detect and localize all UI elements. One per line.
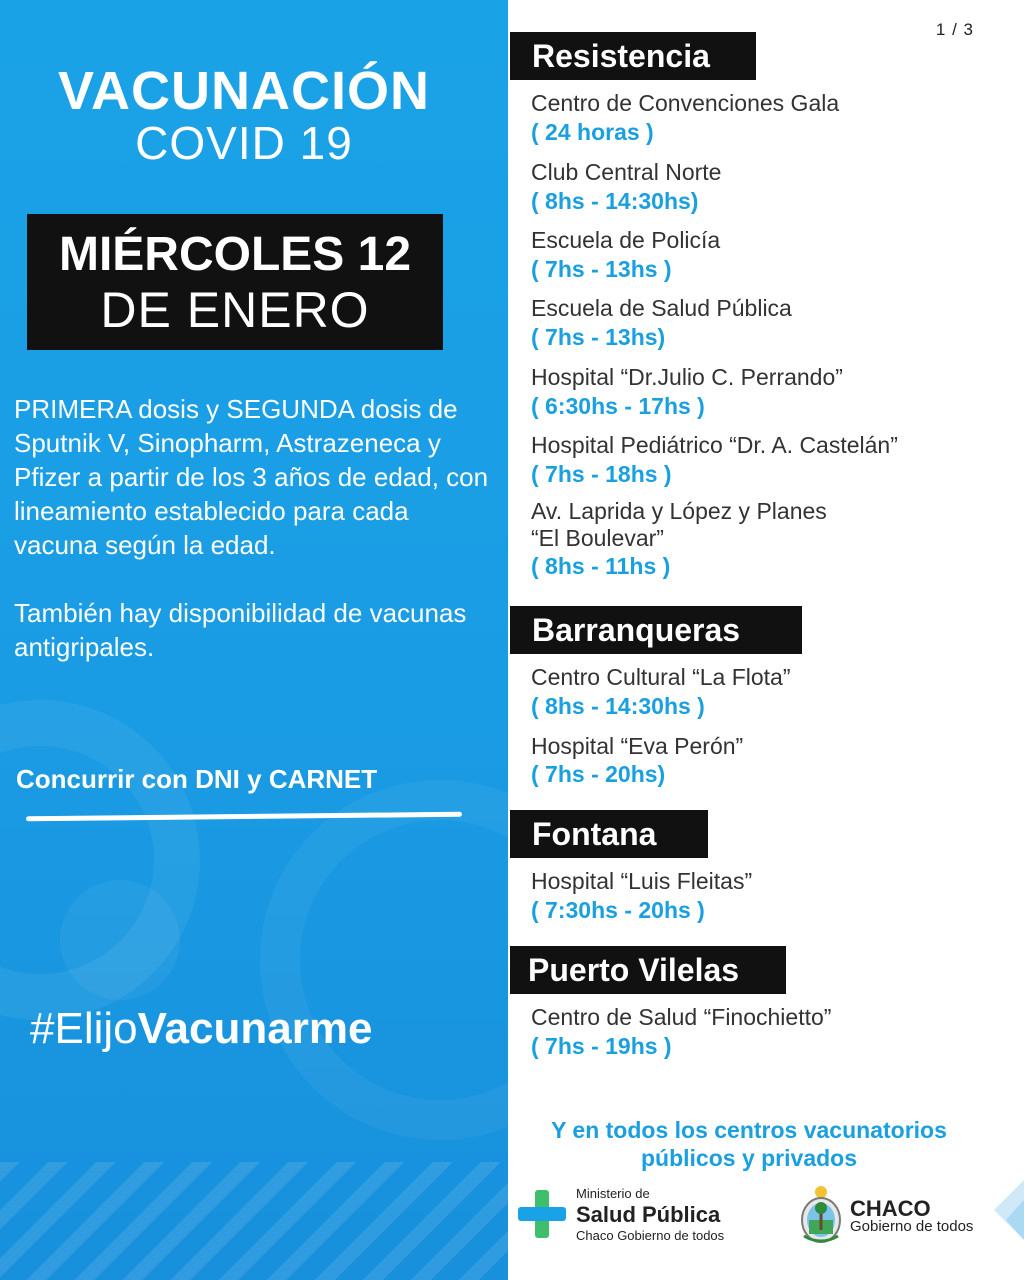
place-hours: ( 7hs - 20hs) <box>531 761 666 787</box>
footer-line1: Y en todos los centros vacunatorios <box>551 1117 947 1143</box>
dni-note: Concurrir con DNI y CARNET <box>16 764 378 794</box>
ministerio-line3: Chaco Gobierno de todos <box>576 1228 725 1243</box>
place-name: Centro de Salud “Finochietto” <box>531 1004 832 1030</box>
decor-dot <box>60 880 180 1000</box>
place-name: Hospital “Luis Fleitas” <box>531 868 753 894</box>
footer-line2: públicos y privados <box>641 1145 857 1171</box>
place-hours: ( 24 horas ) <box>531 119 654 145</box>
hashtag-bold: Vacunarme <box>137 1004 373 1053</box>
ministerio-logo <box>518 1186 788 1246</box>
chaco-logo <box>798 1184 998 1248</box>
place-hours: ( 8hs - 14:30hs) <box>531 188 699 214</box>
description <box>14 392 494 664</box>
city-header-puerto-vilelas: Puerto Vilelas <box>510 946 786 994</box>
hashtag-prefix: #Elijo <box>30 1004 138 1053</box>
place-name: Hospital Pediátrico “Dr. A. Castelán” <box>531 432 898 458</box>
place-name: Centro Cultural “La Flota” <box>531 664 791 690</box>
ministerio-line2: Salud Pública <box>576 1202 721 1227</box>
city-header-fontana: Fontana <box>510 810 708 858</box>
corner-decoration <box>994 1180 1024 1260</box>
place-name: Club Central Norte <box>531 159 722 185</box>
ministerio-line1: Ministerio de <box>576 1186 650 1201</box>
place-name: Av. Laprida y López y Planes <box>531 498 827 524</box>
description-flu: También hay disponibilidad de vacunas antigripales. <box>14 598 467 662</box>
footer-note <box>510 1116 988 1172</box>
decor-ring <box>260 780 508 1140</box>
campaign-title: VACUNACIÓN <box>58 61 430 121</box>
hashtag <box>30 1004 372 1054</box>
place-hours: ( 8hs - 11hs ) <box>531 553 671 579</box>
left-panel <box>0 0 508 1280</box>
place-name: Hospital “Eva Perón” <box>531 733 744 759</box>
place-hours: ( 7:30hs - 20hs ) <box>531 897 705 923</box>
city-header-barranqueras: Barranqueras <box>510 606 802 654</box>
chaco-name: CHACO <box>850 1196 931 1221</box>
place-hours: ( 7hs - 13hs ) <box>531 256 672 282</box>
place-name: Escuela de Policía <box>531 227 721 253</box>
place-hours: ( 7hs - 19hs ) <box>531 1033 672 1059</box>
health-cross-icon <box>518 1190 566 1238</box>
place-hours: ( 8hs - 14:30hs ) <box>531 693 705 719</box>
place-name-line2: “El Boulevar” <box>531 525 664 551</box>
place-name: Escuela de Salud Pública <box>531 295 792 321</box>
chaco-slogan: Gobierno de todos <box>850 1218 974 1235</box>
date-box <box>27 214 443 350</box>
provincial-seal-icon <box>798 1184 844 1246</box>
page-indicator: 1 / 3 <box>935 20 974 39</box>
place-hours: ( 7hs - 18hs ) <box>531 461 672 487</box>
decor-stripes <box>0 1162 508 1280</box>
date-weekday: MIÉRCOLES 12 <box>58 228 412 281</box>
place-hours: ( 7hs - 13hs) <box>531 324 666 350</box>
place-name: Hospital “Dr.Julio C. Perrando” <box>531 364 843 390</box>
place-hours: ( 6:30hs - 17hs ) <box>531 393 705 419</box>
date-month: DE ENERO <box>100 282 370 338</box>
campaign-subtitle: COVID 19 <box>135 117 353 169</box>
description-doses: PRIMERA dosis y SEGUNDA dosis de Sputnik V, Sinopharm, Astrazeneca y Pfizer a partir de los 3 años de edad, con lineamiento establecido para cada vacuna según la edad. <box>14 394 489 560</box>
place-name: Centro de Convenciones Gala <box>531 90 840 116</box>
city-header-resistencia: Resistencia <box>510 32 756 80</box>
